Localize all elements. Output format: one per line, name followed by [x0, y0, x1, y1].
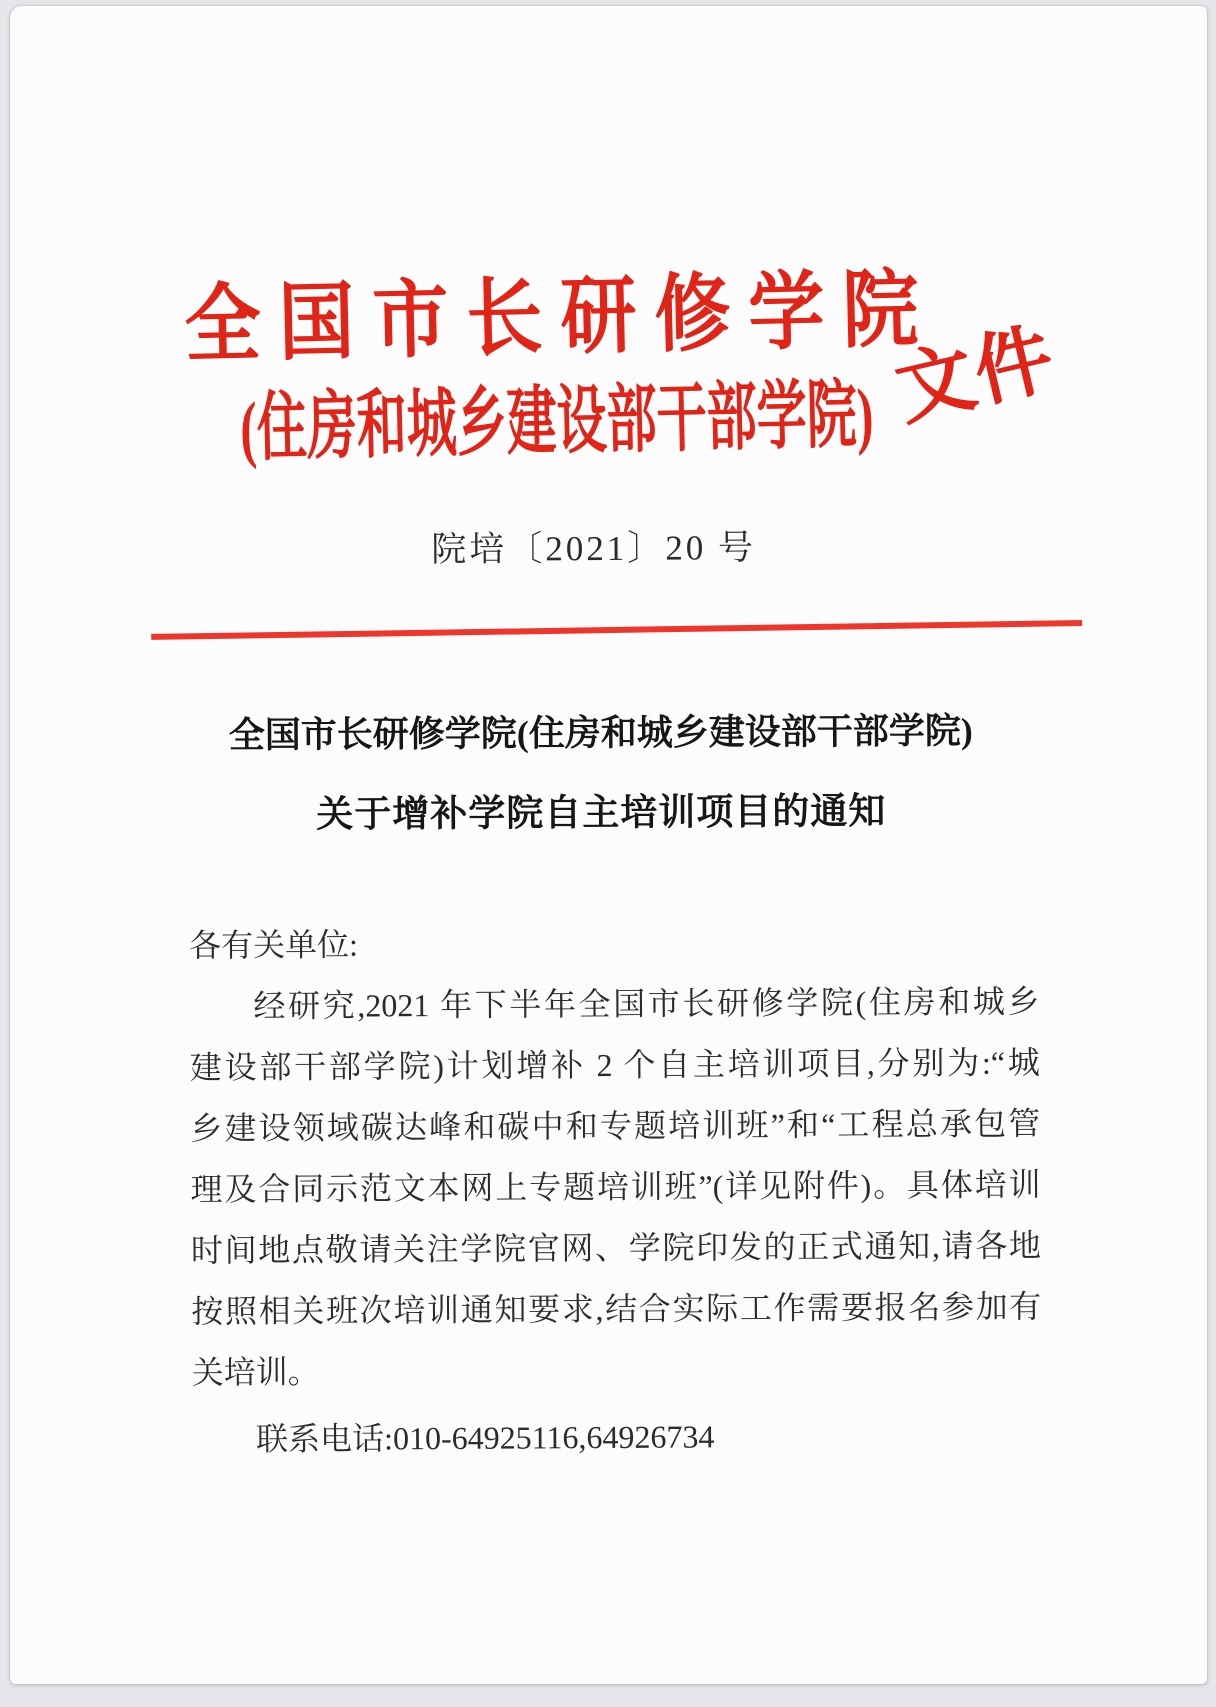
contact-phone-line: 联系电话:010-64925116,64926734: [256, 1418, 715, 1458]
document-title-line1: 全国市长研修学院(住房和城乡建设部干部学院): [228, 710, 973, 756]
scanned-page: [10, 6, 1207, 1684]
body-line: 乡建设领域碳达峰和碳中和专题培训班”和“工程总承包管: [190, 1105, 1041, 1147]
letterhead-doc-type-label: 文件: [887, 313, 1064, 436]
body-line: 关培训。: [191, 1353, 320, 1391]
letterhead-org-name-line1: [183, 262, 938, 374]
body-line: 理及合同示范文本网上专题培训班”(详见附件)。具体培训: [190, 1166, 1041, 1208]
body-line: 时间地点敬请关注学院官网、学院印发的正式通知,请各地: [190, 1227, 1042, 1269]
body-line: 经研究,2021 年下半年全国市长研修学院(住房和城乡: [253, 983, 1040, 1025]
page-content: [10, 262, 1207, 1471]
red-separator-rule: [151, 620, 1082, 640]
letterhead-org-name-line2-text: (住房和城乡建设部干部学院): [239, 372, 875, 471]
document-number: 院培〔2021〕20 号: [431, 528, 757, 570]
body-line: 按照相关班次培训通知要求,结合实际工作需要报名参加有: [191, 1288, 1042, 1330]
document-title: [176, 704, 1027, 843]
letterhead: [183, 262, 1064, 471]
salutation: 各有关单位:: [188, 926, 359, 964]
document-title-line2: 关于增补学院自主培训项目的通知: [316, 791, 887, 836]
document-body: [189, 910, 1042, 1470]
body-line: 建设部干部学院)计划增补 2 个自主培训项目,分别为:“城: [189, 1044, 1040, 1086]
letterhead-org-name-line1-text: 全国市长研修学院: [183, 262, 938, 374]
letterhead-org-name-line2: [186, 373, 928, 469]
